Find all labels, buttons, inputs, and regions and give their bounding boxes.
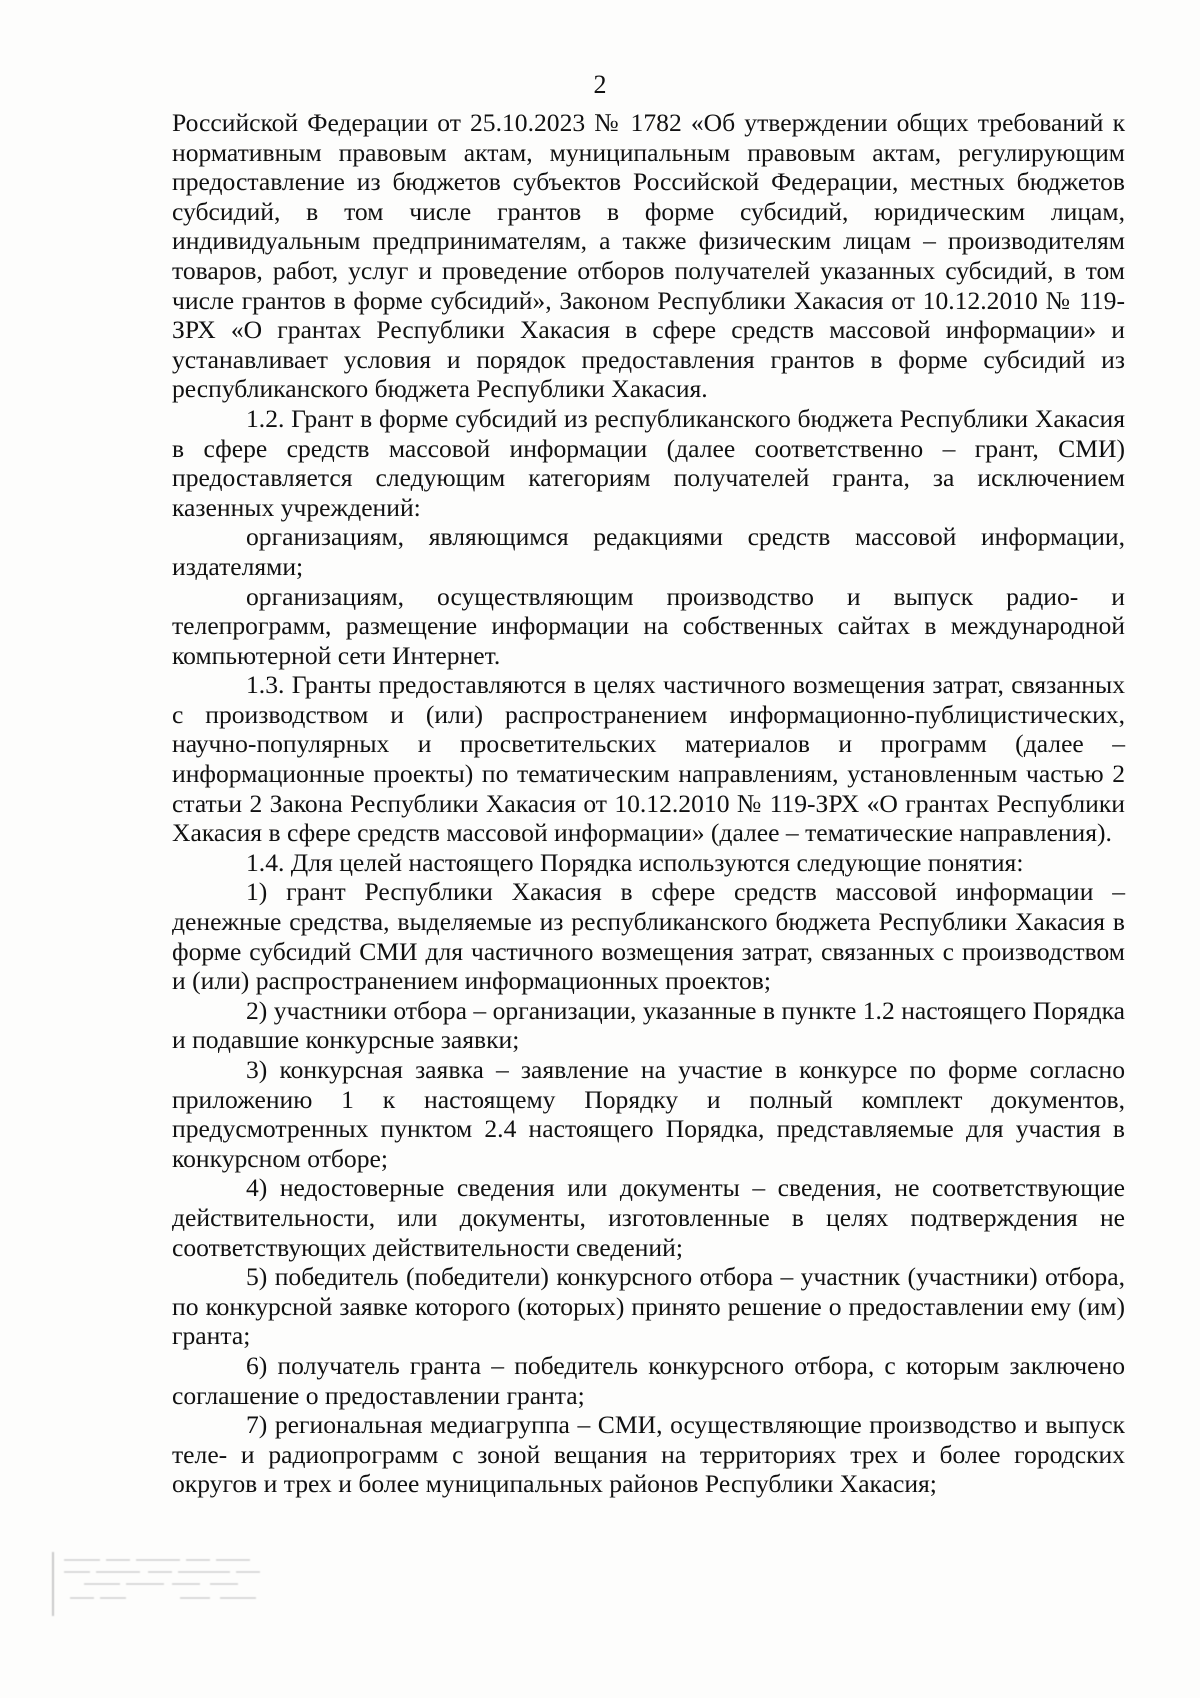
definition-4: 4) недостоверные сведения или документы – сведения, не соответствующие действительности, или документы, изготовленные в целях подтверждения не соответствующих действительности сведений; — [172, 1173, 1125, 1262]
paragraph-category-editorial: организациям, являющимся редакциями средств массовой информации, издателями; — [172, 522, 1125, 581]
paragraph-1-3: 1.3. Гранты предоставляются в целях частичного возмещения затрат, связанных с производством и (или) распространением информационно-публицистических, научно-популярных и просветительских материалов и программ (далее – информационные проекты) по тематическим направлениям, установленным частью 2 статьи 2 Закона Республики Хакасия от 10.12.2010 № 119-ЗРХ «О грантах Республики Хакасия в сфере средств массовой информации» (далее – тематические направления). — [172, 670, 1125, 848]
paragraph-category-broadcast: организациям, осуществляющим производство и выпуск радио- и телепрограмм, размещение информации на собственных сайтах в международной компьютерной сети Интернет. — [172, 581, 1125, 670]
definition-7: 7) региональная медиагруппа – СМИ, осуществляющие производство и выпуск теле- и радиопрограмм с зоной вещания на территориях трех и более городских округов и трех и более муниципальных районов Республики Хакасия; — [172, 1410, 1125, 1499]
definition-1: 1) грант Республики Хакасия в сфере средств массовой информации – денежные средства, выделяемые из республиканского бюджета Республики Хакасия в форме субсидий СМИ для частичного возмещения затрат, связанных с производством и (или) распространением информационных проектов; — [172, 877, 1125, 996]
definition-2: 2) участники отбора – организации, указанные в пункте 1.2 настоящего Порядка и подавшие конкурсные заявки; — [172, 995, 1125, 1055]
paragraph-1-2: 1.2. Грант в форме субсидий из республиканского бюджета Республики Хакасия в сфере средств массовой информации (далее соответственно – грант, СМИ) предоставляется следующим категориям получателей гранта, за исключением казенных учреждений: — [172, 403, 1125, 522]
definition-3: 3) конкурсная заявка – заявление на участие в конкурсе по форме согласно приложению 1 к настоящему Порядку и полный комплект документов, предусмотренных пунктом 2.4 настоящего Порядка, представляемые для участия в конкурсном отборе; — [172, 1055, 1125, 1173]
faded-stamp-mark — [52, 1552, 280, 1616]
definition-6: 6) получатель гранта – победитель конкурсного отбора, с которым заключено соглашение о предоставлении гранта; — [172, 1350, 1125, 1410]
definition-5: 5) победитель (победители) конкурсного отбора – участник (участники) отбора, по конкурсной заявке которого (которых) принято решение о предоставлении ему (им) гранта; — [172, 1262, 1125, 1351]
page-number: 2 — [593, 70, 607, 99]
paragraph-1-4: 1.4. Для целей настоящего Порядка используются следующие понятия: — [246, 847, 1024, 877]
document-body — [172, 108, 1125, 1499]
paragraph-preamble-continuation: Российской Федерации от 25.10.2023 № 1782 «Об утверждении общих требований к нормативным правовым актам, муниципальным правовым актам, регулирующим предоставление из бюджетов субъектов Российской Федерации, местных бюджетов субсидий, в том числе грантов в форме субсидий, юридическим лицам, индивидуальным предпринимателям, а также физическим лицам – производителям товаров, работ, услуг и проведение отборов получателей указанных субсидий, в том числе грантов в форме субсидий», Законом Республики Хакасия от 10.12.2010 № 119-ЗРХ «О грантах Республики Хакасия в сфере средств массовой информации» и устанавливает условия и порядок предоставления грантов в форме субсидий из республиканского бюджета Республики Хакасия. — [172, 108, 1125, 404]
stamp-scribble-icon — [60, 1552, 270, 1612]
